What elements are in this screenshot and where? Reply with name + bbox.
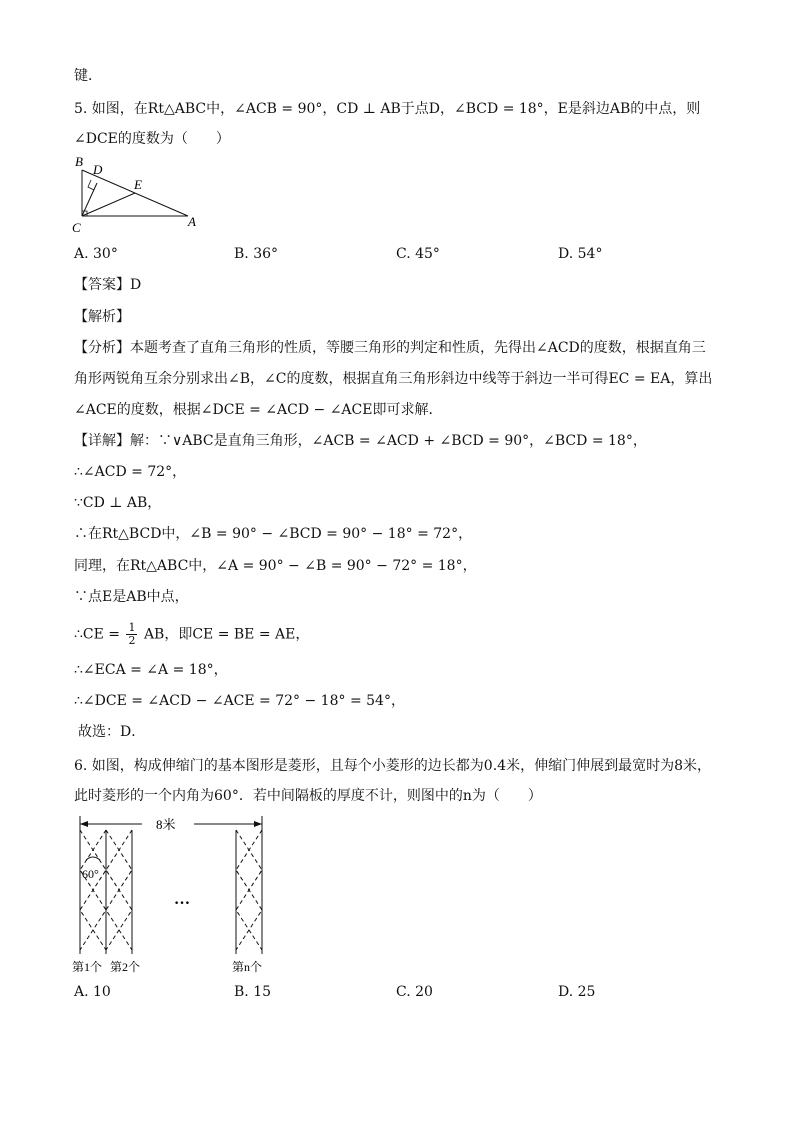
fraction-denominator: 2 [128, 634, 136, 647]
q6-choice-c: C. 20 [396, 984, 433, 1000]
fraction-one-half [126, 622, 137, 647]
q5-choice-a: A. 30° [74, 246, 118, 262]
q5-choice-d: D. 54° [558, 246, 603, 262]
label-nth: 第n个 [232, 960, 263, 974]
label-B: B [75, 154, 83, 169]
width-label: 8米 [156, 817, 176, 832]
label-A: A [188, 214, 196, 229]
analysis-line1: 【分析】本题考查了直角三角形的性质，等腰三角形的判定和性质，先得出∠ACD的度数，根据直角三 [74, 340, 706, 356]
q6-choice-a: A. 10 [74, 984, 111, 1000]
answer-label: 【答案】D [74, 277, 142, 293]
label-C: C [72, 220, 81, 235]
continued-text: 键． [74, 68, 102, 84]
rhombus-chain-2b [106, 830, 132, 950]
detail-line7-start: ∴CE = [74, 626, 121, 643]
arrowhead-right [254, 821, 262, 827]
analysis-line3: ∠ACE的度数，根据∠DCE = ∠ACD − ∠ACE即可求解． [74, 402, 443, 418]
analysis-heading: 【解析】 [74, 309, 130, 325]
right-angle-mark-D [88, 180, 94, 190]
detail-conclusion: 故选：D． [78, 724, 146, 740]
detail-line4: ∴在Rt△BCD中，∠B = 90° − ∠BCD = 90° − 18° = 72°， [74, 526, 473, 542]
detail-line7-end: AB，即CE = BE = AE， [143, 626, 310, 643]
fraction-numerator: 1 [128, 621, 136, 634]
rhombus-chain-1b [80, 830, 106, 950]
q6-gate-figure [66, 812, 276, 980]
angle-label: 60° [82, 867, 99, 881]
detail-line9: ∴∠DCE = ∠ACD − ∠ACE = 72° − 18° = 54°， [74, 693, 405, 709]
label-second: 第2个 [110, 960, 141, 974]
label-E: E [134, 177, 142, 192]
detail-line8: ∴∠ECA = ∠A = 18°， [74, 662, 228, 678]
detail-line7 [74, 622, 309, 647]
detail-line2: ∴∠ACD = 72°， [74, 464, 187, 480]
angle-arc [86, 857, 100, 860]
label-D: D [93, 162, 103, 177]
q6-choice-b: B. 15 [234, 984, 272, 1000]
arrowhead-left [80, 821, 88, 827]
ellipsis: … [174, 891, 190, 908]
analysis-line2: 角形两锐角互余分别求出∠B，∠C的度数，根据直角三角形斜边中线等于斜边一半可得EC = EA，算出 [74, 371, 713, 387]
detail-line3: ∵CD ⊥ AB， [74, 495, 162, 511]
rhombus-chain-nb [236, 830, 262, 950]
q5-stem-line1: 5. 如图，在Rt△ABC中，∠ACB = 90°，CD ⊥ AB于点D，∠BCD = 18°，E是斜边AB的中点，则 [74, 101, 701, 117]
q5-choice-b: B. 36° [234, 246, 279, 262]
q6-stem-line1: 6. 如图，构成伸缩门的基本图形是菱形，且每个小菱形的边长都为0.4米，伸缩门伸展到最宽时为8米， [74, 758, 711, 774]
detail-line6: ∵点E是AB中点， [74, 589, 189, 605]
label-first: 第1个 [72, 960, 103, 974]
segment-CE [82, 193, 135, 216]
detail-line1: 【详解】解：∵∨ABC是直角三角形，∠ACB = ∠ACD + ∠BCD = 90°，∠BCD = 18°， [74, 433, 647, 449]
q5-triangle-figure [70, 152, 210, 237]
q5-stem-line2: ∠DCE的度数为（ ） [74, 131, 230, 147]
detail-line5: 同理，在Rt△ABC中，∠A = 90° − ∠B = 90° − 72° = 18°， [74, 558, 477, 574]
q6-stem-line2: 此时菱形的一个内角为60°．若中间隔板的厚度不计，则图中的n为（ ） [74, 788, 542, 804]
q5-choice-c: C. 45° [396, 246, 440, 262]
q6-choice-d: D. 25 [558, 984, 596, 1000]
